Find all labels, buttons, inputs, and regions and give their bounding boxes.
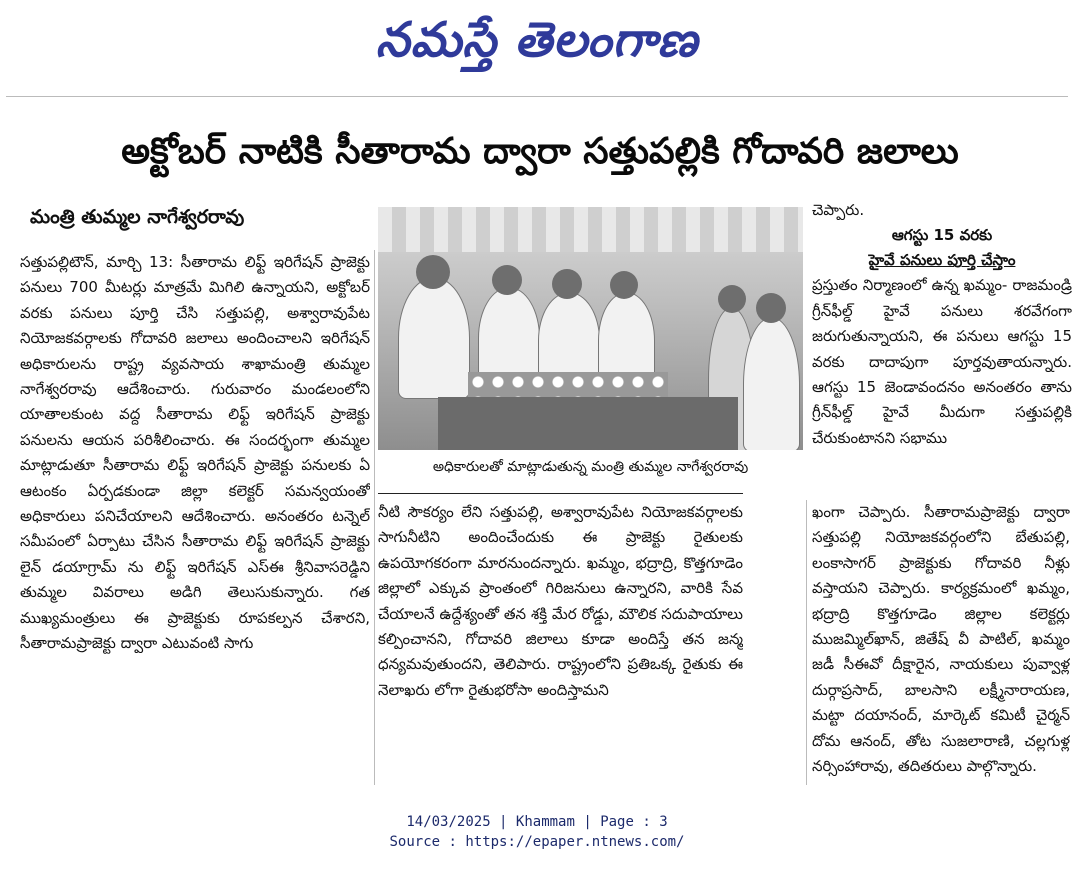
footer-source-link[interactable]: Source : https://epaper.ntnews.com/ bbox=[389, 834, 685, 850]
newspaper-masthead: నమస్తే తెలంగాణ bbox=[375, 12, 699, 68]
left-column-text: సత్తుపల్లిటౌన్, మార్చి 13: సీతారామ లిఫ్ట్ ఇరిగేషన్ ప్రాజెక్టు పనులు 700 మీటర్లు మాత్రమే మిగిలి ఉన్నాయని, అక్టోబర్ వరకు పనులు పూర్తి చేసి సత్తుపల్లి, అశ్వారావుపేట నియోజకవర్గాలకు గోదావరి జలాలు అందించాలని ఇరిగేషన్ అధికారులను రాష్ట్ర వ్యవసాయ శాఖామంత్రి తుమ్మల నాగేశ్వరరావు ఆదేశించారు. గురువారం మండలంలోని యాతాలకుంట వద్ద సీతారామ లిఫ్ట్ ఇరిగేషన్ ప్రాజెక్టు పనులను ఆయన పరిశీలించారు. ఈ సందర్భంగా తుమ్మల మాట్లాడుతూ సీతారామ లిఫ్ట్ ఇరిగేషన్ ప్రాజెక్టు పనులకు ఏ ఆటంకం ఏర్పడకుండా జిల్లా కలెక్టర్ సమన్వయంతో అధికారులు పనిచేయాలని ఆదేశించారు. అనంతరం టన్నెల్ సమీపంలో ఏర్పాటు చేసిన సీతారామ లిఫ్ట్ ఇరిగేషన్ ప్రాజెక్టు లైన్ డయాగ్రామ్ ను లిఫ్ట్ ఇరిగేషన్ ఎస్ఈ శ్రీనివాసరెడ్డిని తుమ్మల వివరాలు అడిగి తెలుసుకున్నారు. గత ముఖ్యమంత్రులు ఈ ప్రాజెక్టుకు రూపకల్పన చేశారని, సీతారామప్రాజెక్టు ద్వారా ఎటువంటి సాగు bbox=[20, 253, 370, 653]
column-divider bbox=[806, 500, 807, 785]
footer-edition-info: 14/03/2025 | Khammam | Page : 3 bbox=[406, 814, 668, 830]
right-subheading-1: ఆగస్టు 15 వరకు bbox=[891, 226, 993, 245]
masthead-divider bbox=[6, 96, 1068, 97]
article-column-right-top bbox=[812, 198, 1072, 496]
article-headline: అక్టోబర్ నాటికి సీతారామ ద్వారా సత్తుపల్లికి గోదావరి జలాలు bbox=[121, 131, 959, 172]
photo-caption: అధికారులతో మాట్లాడుతున్న మంత్రి తుమ్మల నాగేశ్వరరావు bbox=[432, 459, 749, 475]
right-bottom-column-text: ఖంగా చెప్పారు. సీతారామప్రాజెక్టు ద్వారా సత్తుపల్లి నియోజకవర్గంలోని బేతుపల్లి, లంకాసాగర్ ప్రాజెక్టుకు గోదావరి నీళ్లు వస్తాయని చెప్పారు. కార్యక్రమంలో ఖమ్మం, భద్రాద్రి కొత్తగూడెం జిల్లాల కలెక్టర్లు ముజమ్మిల్‌ఖాన్, జితేష్ వీ పాటిల్, ఖమ్మం జడీ సీఈవో దీక్షారైన, నాయకులు పువ్వాళ్ల దుర్గాప్రసాద్, బాలసాని లక్ష్మీనారాయణ, మట్టా దయానంద్, మార్కెట్ కమిటీ చైర్మన్ దోమ ఆనంద్, తోట సుజలారాణి, చల్లగుళ్ల నర్సింహారావు, తదితరులు పాల్గొన్నారు. bbox=[812, 503, 1070, 776]
page-footer bbox=[0, 812, 1074, 852]
photo-person-head bbox=[756, 293, 786, 323]
photo-person-head bbox=[552, 269, 582, 299]
photo-person bbox=[743, 317, 800, 450]
article-column-middle bbox=[378, 500, 743, 785]
photo-person-head bbox=[492, 265, 522, 295]
photo-person-head bbox=[416, 255, 450, 289]
article-column-right-bottom bbox=[812, 500, 1070, 785]
photo-tent-canopy bbox=[378, 207, 803, 252]
column-divider bbox=[374, 250, 375, 785]
right-column-lead: చెప్పారు. bbox=[812, 201, 865, 219]
photo-person-head bbox=[718, 285, 746, 313]
right-subheading-2: హైవే పనులు పూర్తి చేస్తాం bbox=[868, 251, 1016, 270]
photo-person-head bbox=[610, 271, 638, 299]
article-photo bbox=[378, 207, 803, 450]
photo-person bbox=[398, 277, 470, 399]
middle-column-text: నీటి సౌకర్యం లేని సత్తుపల్లి, అశ్వారావుపేట నియోజకవర్గాలకు సాగునీటిని అందించేందుకు ఈ ప్రాజెక్టు రైతులకు ఉపయోగకరంగా మారనుందన్నారు. ఖమ్మం, భద్రాద్రి, కొత్తగూడెం జిల్లాలో ఎక్కువ ప్రాంతంలో గిరిజనులు ఉన్నారని, వారికి సేవ చేయాలనే ఉద్దేశ్యంతో తన శక్తి మేర రోడ్డు, మౌలిక సదుపాయాలు కల్పించానని, గోదావరి జిలాలు కూడా అందిస్తే తన జన్మ ధన్యమవుతుందని, తెలిపారు. రాష్ట్రంలోని ప్రతిఒక్క రైతుకు ఈ నెలాఖరు లోగా రైతుభరోసా అందిస్తామని bbox=[378, 503, 743, 699]
article-subheadline: మంత్రి తుమ్మల నాగేశ్వరరావు bbox=[30, 206, 245, 228]
article-column-left bbox=[20, 250, 370, 780]
photo-table bbox=[438, 397, 738, 450]
right-top-column-text: ప్రస్తుతం నిర్మాణంలో ఉన్న ఖమ్మం- రాజమండ్రి గ్రీన్‌ఫీల్డ్ హైవే పనులు శరవేగంగా జరుగుతున్నాయని, ఈ పనులు ఆగస్టు 15 వరకు దాదాపుగా పూర్తవుతాయన్నారు. ఆగస్టు 15 జెండావందనం అనంతరం తాను గ్రీన్‌ఫీల్డ్ హైవే మీదుగా సత్తుపల్లికి చేరుకుంటానని సభాము bbox=[812, 276, 1072, 447]
caption-divider bbox=[378, 493, 743, 494]
